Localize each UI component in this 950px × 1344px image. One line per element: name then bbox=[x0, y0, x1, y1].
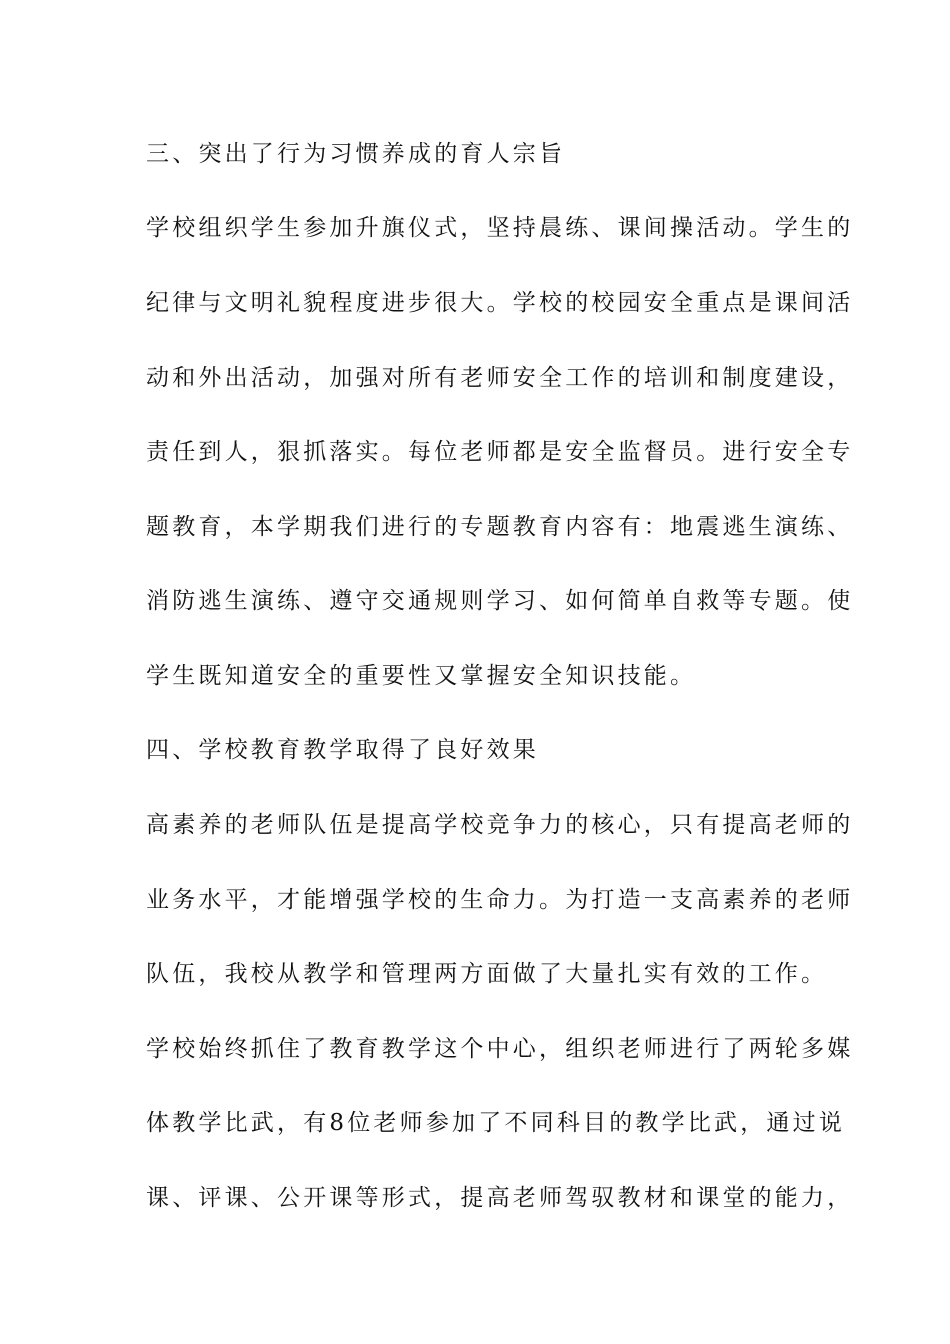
paragraph-line: 纪律与文明礼貌程度进步很大。学校的校园安全重点是课间活 bbox=[146, 290, 854, 316]
paragraph-line: 学校始终抓住了教育教学这个中心，组织老师进行了两轮多媒 bbox=[146, 1036, 854, 1062]
paragraph-line: 课、评课、公开课等形式，提高老师驾驭教材和课堂的能力， bbox=[146, 1185, 854, 1211]
paragraph-line: 题教育，本学期我们进行的专题教育内容有：地震逃生演练、 bbox=[146, 514, 854, 540]
paragraph-line: 业务水平，才能增强学校的生命力。为打造一支高素养的老师 bbox=[146, 887, 854, 913]
paragraph-line: 消防逃生演练、遵守交通规则学习、如何简单自救等专题。使 bbox=[146, 588, 854, 614]
paragraph-line: 队伍，我校从教学和管理两方面做了大量扎实有效的工作。 bbox=[146, 961, 828, 987]
paragraph-line: 学生既知道安全的重要性又掌握安全知识技能。 bbox=[146, 663, 697, 689]
paragraph-line: 高素养的老师队伍是提高学校竞争力的核心，只有提高老师的 bbox=[146, 812, 854, 838]
paragraph-line: 责任到人，狠抓落实。每位老师都是安全监督员。进行安全专 bbox=[146, 439, 854, 465]
section-heading-3: 三、突出了行为习惯养成的育人宗旨 bbox=[146, 141, 566, 167]
section-heading-4: 四、学校教育教学取得了良好效果 bbox=[146, 737, 539, 763]
paragraph-line: 体教学比武，有8位老师参加了不同科目的教学比武，通过说 bbox=[146, 1110, 846, 1136]
paragraph-line: 学校组织学生参加升旗仪式，坚持晨练、课间操活动。学生的 bbox=[146, 215, 854, 241]
paragraph-line: 动和外出活动，加强对所有老师安全工作的培训和制度建设， bbox=[146, 365, 854, 391]
